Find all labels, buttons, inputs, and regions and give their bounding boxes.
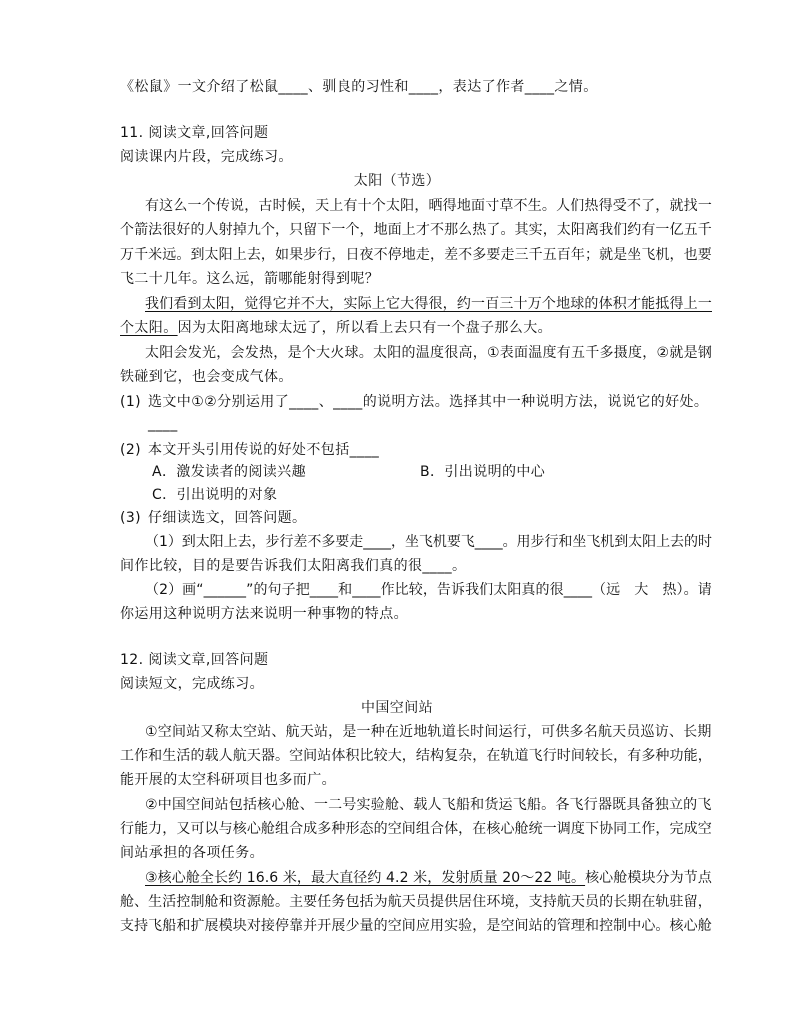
q12-passage-title: 中国空间站 xyxy=(361,700,433,716)
q11-sub1-number: (1) xyxy=(120,394,142,410)
q11-header: 11. 阅读文章,回答问题 xyxy=(120,125,269,141)
q11-para2-line2 xyxy=(120,318,552,338)
q12-para3-line: 舱、生活控制舱和资源舱。主要任务包括为航天员提供居住环境，支持航天员的长期在轨驻留， xyxy=(120,894,712,910)
q12-para1-line: 工作和生活的载人航天器。空间站体积比较大，结构复杂，在轨道飞行时间较长，有多种功能， xyxy=(120,748,712,764)
q11-para2-plain: 因为太阳离地球太远了，所以看上去只有一个盘子那么大。 xyxy=(177,320,553,336)
q11-sub3-text: 仔细读选文，回答问题。 xyxy=(148,510,307,526)
q11-sub2-number: (2) xyxy=(120,442,142,458)
q11-instruction: 阅读课内片段，完成练习。 xyxy=(120,149,293,165)
q11-sub2-option-a[interactable]: A．激发读者的阅读兴趣 xyxy=(152,464,306,480)
q11-para1-line: 个箭法很好的人射掉九个，只留下一个，地面上才不那么热了。其实，太阳离我们约有一亿五千 xyxy=(120,222,712,238)
q12-para3-line: 支持飞船和扩展模块对接停靠并开展少量的空间应用实验，是空间站的管理和控制中心。核心舱 xyxy=(120,918,712,934)
q11-sub3-part2-line: （2）画“______”的句子把____和____作比较，告诉我们太阳真的很____（远 大 热）。请 xyxy=(145,582,712,598)
q11-sub2-option-b[interactable]: B．引出说明的中心 xyxy=(420,464,546,480)
q12-para3-line1 xyxy=(145,868,712,888)
q11-sub3-part1-line: （1）到太阳上去，步行差不多要走____，坐飞机要飞____。用步行和坐飞机到太阳上去的时 xyxy=(145,534,712,550)
q12-para1-line: 能开展的太空科研项目也多而广。 xyxy=(120,772,336,788)
q11-para2-underlined-line: 我们看到太阳，觉得它并不大，实际上它大得很，约一百三十万个地球的体积才能抵得上一 xyxy=(145,296,712,312)
q11-sub3-part1-line: 间作比较，目的是要告诉我们太阳离我们真的很____。 xyxy=(120,558,467,574)
q11-para1-line: 飞二十几年。这么远，箭哪能射得到呢？ xyxy=(120,271,380,287)
q12-para3-underlined: ③核心舱全长约 16.6 米，最大直径约 4.2 米，发射质量 20～22 吨。 xyxy=(145,870,586,886)
q11-sub2-text: 本文开头引用传说的好处不包括____ xyxy=(148,442,380,458)
q12-instruction: 阅读短文，完成练习。 xyxy=(120,676,264,692)
q11-passage-title: 太阳（节选） xyxy=(353,173,441,189)
q12-para2-line: 间站承担的各项任务。 xyxy=(120,845,264,861)
q12-para3-rest: 核心舱模块分为节点 xyxy=(585,870,712,886)
intro-question-line: 《松鼠》一文介绍了松鼠____、驯良的习性和____，表达了作者____之情。 xyxy=(120,79,598,95)
q12-para2-line: 行能力，又可以与核心舱组合成多种形态的空间组合体，在核心舱统一调度下协同工作，完成空 xyxy=(120,821,712,837)
q11-sub2-option-c[interactable]: C．引出说明的对象 xyxy=(152,487,278,503)
q12-para1-line: ①空间站又称太空站、航天站，是一种在近地轨道长时间运行，可供多名航天员巡访、长期 xyxy=(145,724,712,740)
q11-sub3-number: (3) xyxy=(120,510,142,526)
q11-para2-underlined-end: 个太阳。 xyxy=(120,320,178,336)
q12-para2-line: ②中国空间站包括核心舱、一二号实验舱、载人飞船和货运飞船。各飞行器既具备独立的飞 xyxy=(145,797,712,813)
q11-sub1-answer-blank[interactable]: ____ xyxy=(148,416,178,432)
q11-sub1-text: 选文中①②分别运用了____、____的说明方法。选择其中一种说明方法，说说它的好处。 xyxy=(148,394,709,410)
q11-para3-line: 太阳会发光，会发热，是个大火球。太阳的温度很高，①表面温度有五千多摄度，②就是钢 xyxy=(145,345,713,361)
q11-para1-line: 有这么一个传说，古时候，天上有十个太阳，晒得地面寸草不生。人们热得受不了，就找一 xyxy=(145,198,712,214)
q11-para1-line: 万千米远。到太阳上去，如果步行，日夜不停地走，差不多要走三千五百年；就是坐飞机，也要 xyxy=(120,247,712,263)
q11-sub3-part2-line: 你运用这种说明方法来说明一种事物的特点。 xyxy=(120,606,408,622)
q11-para3-line: 铁碰到它，也会变成气体。 xyxy=(120,369,293,385)
q12-header: 12. 阅读文章,回答问题 xyxy=(120,652,269,668)
